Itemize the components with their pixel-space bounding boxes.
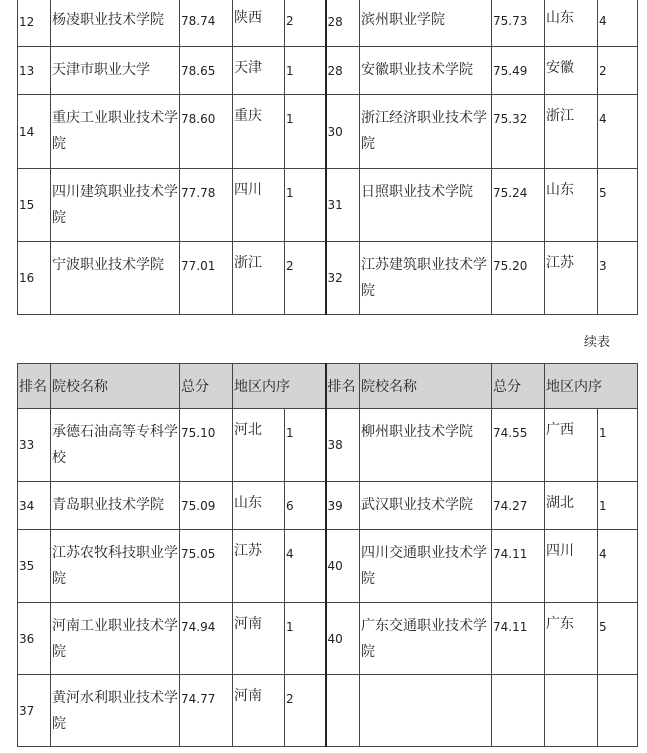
ranking-table-continued [17, 363, 638, 747]
rank-cell: 37 [18, 675, 51, 747]
region-cell: 湖北 [545, 482, 598, 530]
score-cell: 74.94 [180, 603, 233, 675]
score-cell [492, 675, 545, 747]
region-cell: 浙江 [545, 95, 598, 169]
region-order-cell: 4 [598, 95, 638, 169]
region-order-cell: 6 [285, 482, 326, 530]
score-cell: 74.27 [492, 482, 545, 530]
school-name-cell: 广东交通职业技术学院 [360, 603, 492, 675]
school-name-cell: 四川交通职业技术学院 [360, 530, 492, 603]
rank-cell: 12 [18, 0, 51, 47]
school-name-cell: 重庆工业职业技术学院 [51, 95, 180, 169]
region-order-cell: 1 [285, 95, 326, 169]
school-name-cell: 柳州职业技术学院 [360, 409, 492, 482]
region-order-cell: 2 [285, 0, 326, 47]
region-order-cell: 1 [598, 482, 638, 530]
header-name: 院校名称 [51, 364, 180, 409]
region-cell: 山东 [545, 0, 598, 47]
score-cell: 74.55 [492, 409, 545, 482]
region-cell: 重庆 [233, 95, 285, 169]
region-order-cell: 1 [598, 409, 638, 482]
score-cell: 75.24 [492, 169, 545, 242]
region-cell: 四川 [545, 530, 598, 603]
header-region-order: 地区内序 [233, 364, 326, 409]
region-order-cell: 2 [598, 47, 638, 95]
table-row [18, 409, 638, 482]
region-order-cell: 5 [598, 603, 638, 675]
table-row [18, 95, 638, 169]
region-order-cell: 3 [598, 242, 638, 315]
table-top-body [18, 0, 638, 315]
region-cell [545, 675, 598, 747]
score-cell: 75.09 [180, 482, 233, 530]
header-name-2: 院校名称 [360, 364, 492, 409]
rank-cell: 34 [18, 482, 51, 530]
rank-cell: 35 [18, 530, 51, 603]
region-cell: 广东 [545, 603, 598, 675]
region-order-cell: 4 [285, 530, 326, 603]
region-order-cell: 4 [598, 530, 638, 603]
table-row [18, 47, 638, 95]
score-cell: 75.05 [180, 530, 233, 603]
region-cell: 江苏 [233, 530, 285, 603]
score-cell: 78.74 [180, 0, 233, 47]
rank-cell: 40 [326, 603, 360, 675]
school-name-cell: 宁波职业技术学院 [51, 242, 180, 315]
region-order-cell: 2 [285, 242, 326, 315]
rank-cell [326, 675, 360, 747]
score-cell: 78.60 [180, 95, 233, 169]
score-cell: 77.78 [180, 169, 233, 242]
school-name-cell: 日照职业技术学院 [360, 169, 492, 242]
region-order-cell: 1 [285, 603, 326, 675]
rank-cell: 14 [18, 95, 51, 169]
rank-cell: 28 [326, 0, 360, 47]
school-name-cell: 杨凌职业技术学院 [51, 0, 180, 47]
table-row [18, 530, 638, 603]
rank-cell: 16 [18, 242, 51, 315]
region-cell: 河北 [233, 409, 285, 482]
score-cell: 75.49 [492, 47, 545, 95]
school-name-cell: 青岛职业技术学院 [51, 482, 180, 530]
school-name-cell: 江苏农牧科技职业学院 [51, 530, 180, 603]
school-name-cell: 武汉职业技术学院 [360, 482, 492, 530]
header-score: 总分 [180, 364, 233, 409]
rank-cell: 32 [326, 242, 360, 315]
rank-cell: 30 [326, 95, 360, 169]
score-cell: 75.32 [492, 95, 545, 169]
rank-cell: 31 [326, 169, 360, 242]
score-cell: 74.11 [492, 530, 545, 603]
region-cell: 浙江 [233, 242, 285, 315]
school-name-cell: 浙江经济职业技术学院 [360, 95, 492, 169]
region-order-cell [598, 675, 638, 747]
school-name-cell: 河南工业职业技术学院 [51, 603, 180, 675]
school-name-cell: 安徽职业技术学院 [360, 47, 492, 95]
school-name-cell: 承德石油高等专科学校 [51, 409, 180, 482]
table-row [18, 675, 638, 747]
school-name-cell: 江苏建筑职业技术学院 [360, 242, 492, 315]
header-rank: 排名 [18, 364, 51, 409]
region-cell: 安徽 [545, 47, 598, 95]
region-order-cell: 1 [285, 47, 326, 95]
table-row [18, 603, 638, 675]
score-cell: 75.20 [492, 242, 545, 315]
score-cell: 77.01 [180, 242, 233, 315]
rank-cell: 15 [18, 169, 51, 242]
header-score-2: 总分 [492, 364, 545, 409]
rank-cell: 39 [326, 482, 360, 530]
score-cell: 75.73 [492, 0, 545, 47]
ranking-table-top [17, 0, 638, 315]
school-name-cell: 天津市职业大学 [51, 47, 180, 95]
score-cell: 74.77 [180, 675, 233, 747]
header-rank-2: 排名 [326, 364, 360, 409]
table-row [18, 242, 638, 315]
score-cell: 74.11 [492, 603, 545, 675]
rank-cell: 40 [326, 530, 360, 603]
rank-cell: 38 [326, 409, 360, 482]
rank-cell: 13 [18, 47, 51, 95]
table-continued-body [18, 409, 638, 747]
rank-cell: 28 [326, 47, 360, 95]
school-name-cell: 滨州职业学院 [360, 0, 492, 47]
score-cell: 75.10 [180, 409, 233, 482]
region-order-cell: 1 [285, 409, 326, 482]
school-name-cell [360, 675, 492, 747]
region-cell: 江苏 [545, 242, 598, 315]
region-cell: 河南 [233, 603, 285, 675]
rank-cell: 33 [18, 409, 51, 482]
region-cell: 天津 [233, 47, 285, 95]
region-cell: 山东 [233, 482, 285, 530]
table-row [18, 169, 638, 242]
region-cell: 四川 [233, 169, 285, 242]
region-cell: 山东 [545, 169, 598, 242]
continued-label: 续表 [584, 335, 611, 350]
region-order-cell: 1 [285, 169, 326, 242]
region-order-cell: 5 [598, 169, 638, 242]
region-order-cell: 2 [285, 675, 326, 747]
region-cell: 广西 [545, 409, 598, 482]
school-name-cell: 黄河水利职业技术学院 [51, 675, 180, 747]
table-header-row [18, 364, 638, 409]
rank-cell: 36 [18, 603, 51, 675]
region-cell: 河南 [233, 675, 285, 747]
score-cell: 78.65 [180, 47, 233, 95]
header-region-order-2: 地区内序 [545, 364, 638, 409]
table-row [18, 0, 638, 47]
region-cell: 陕西 [233, 0, 285, 47]
table-row [18, 482, 638, 530]
region-order-cell: 4 [598, 0, 638, 47]
school-name-cell: 四川建筑职业技术学院 [51, 169, 180, 242]
